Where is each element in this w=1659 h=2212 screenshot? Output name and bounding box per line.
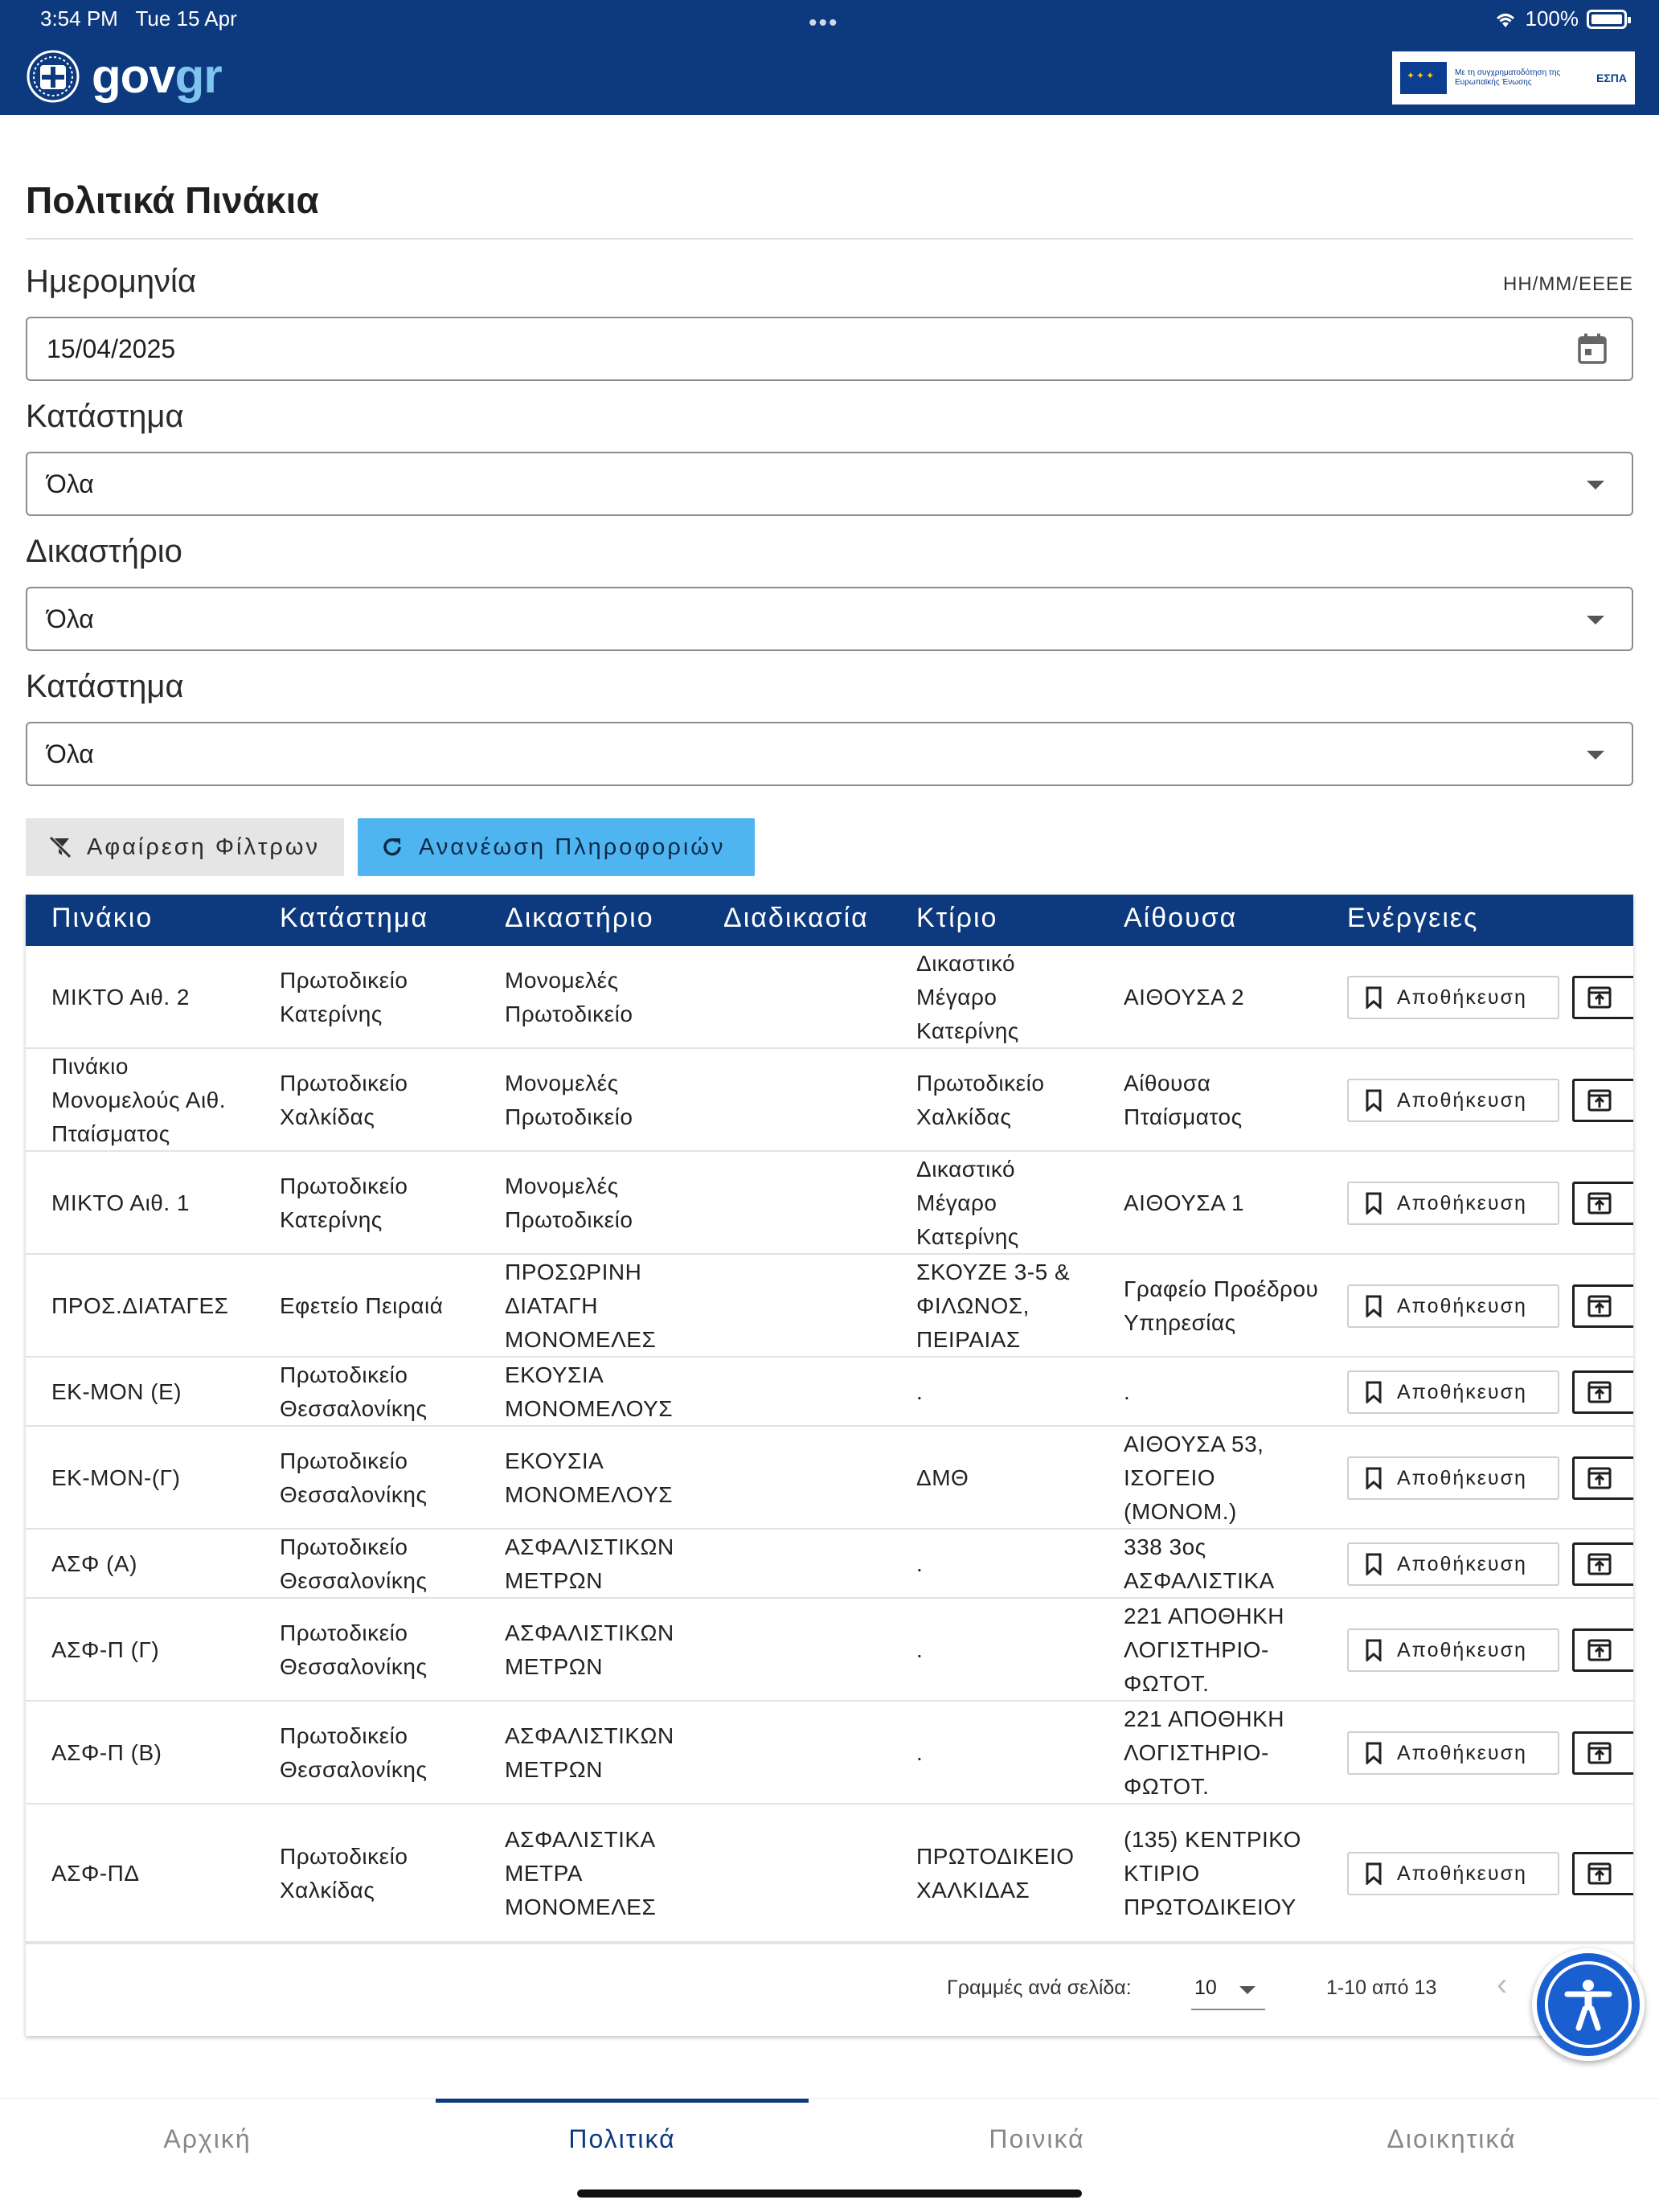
chevron-down-icon — [1587, 616, 1604, 625]
app-header — [0, 0, 1659, 115]
open-button[interactable] — [1572, 1628, 1633, 1672]
save-label: Αποθήκευση — [1397, 1741, 1527, 1764]
govgr-wordmark: govgr — [92, 49, 222, 103]
refresh-button[interactable] — [358, 818, 755, 876]
cell-ktirio: . — [916, 1379, 924, 1404]
status-select-value: Όλα — [47, 469, 94, 498]
cell-diadikasia — [723, 1599, 900, 1702]
battery-icon — [1587, 10, 1627, 29]
court-select-value: Όλα — [47, 604, 94, 633]
date-label: Ημερομηνία — [26, 264, 197, 299]
save-button[interactable] — [1347, 1731, 1559, 1775]
save-button[interactable] — [1347, 1628, 1559, 1672]
chevron-left-icon[interactable]: ‹ — [1497, 1967, 1508, 2002]
open-in-new-icon — [1587, 1742, 1612, 1764]
save-button[interactable] — [1347, 976, 1559, 1019]
open-in-new-icon — [1587, 1467, 1612, 1489]
cell-aithousa: . — [1124, 1379, 1131, 1404]
status-select-2[interactable] — [26, 722, 1633, 786]
bookmark-icon — [1365, 1639, 1382, 1661]
open-button[interactable] — [1572, 1370, 1633, 1414]
cell-aithousa: 221 ΑΠΟΘΗΚΗ ΛΟΓΙΣΤΗΡΙΟ-ΦΩΤΟΤ. — [1124, 1706, 1285, 1799]
save-label: Αποθήκευση — [1397, 1380, 1527, 1403]
cell-diadikasia — [723, 1530, 900, 1599]
cell-dikastirio: ΑΣΦΑΛΙΣΤΙΚΑ ΜΕΤΡΑ ΜΟΝΟΜΕΛΕΣ — [505, 1827, 657, 1919]
cell-ktirio: ΔΜΘ — [916, 1465, 969, 1490]
cell-diadikasia — [723, 1427, 900, 1530]
cell-dikastirio: ΕΚΟΥΣΙΑ ΜΟΝΟΜΕΛΟΥΣ — [505, 1448, 674, 1507]
status-select-2-value: Όλα — [47, 739, 94, 768]
bookmark-icon — [1365, 1089, 1382, 1112]
govgr-logo[interactable] — [26, 48, 222, 104]
bookmark-icon — [1365, 1742, 1382, 1764]
save-button[interactable] — [1347, 1370, 1559, 1414]
rows-per-page-value: 10 — [1194, 1976, 1217, 1999]
table-row — [26, 946, 1633, 1049]
cell-aithousa: ΑΙΘΟΥΣΑ 53, ΙΣΟΓΕΙΟ (ΜΟΝΟΜ.) — [1124, 1432, 1264, 1524]
nav-item-civil[interactable]: Πολιτικά — [568, 2124, 676, 2153]
open-in-new-icon — [1587, 1862, 1612, 1885]
cell-katastima: Πρωτοδικείο Χαλκίδας — [280, 1071, 408, 1129]
table-row — [26, 1530, 1633, 1599]
open-in-new-icon — [1587, 1553, 1612, 1575]
save-label: Αποθήκευση — [1397, 1552, 1527, 1575]
espa-cofunding-text: Με τη συγχρηματοδότηση της Ευρωπαϊκής Ένωσης — [1455, 68, 1561, 87]
cell-pinakio: ΠΡΟΣ.ΔΙΑΤΑΓΕΣ — [51, 1293, 229, 1318]
col-header-pinakio[interactable]: Πινάκιο — [51, 903, 154, 933]
cell-ktirio: Δικαστικό Μέγαρο Κατερίνης — [916, 951, 1019, 1043]
bookmark-icon — [1365, 1192, 1382, 1215]
bookmark-icon — [1365, 1862, 1382, 1885]
clear-filters-button[interactable] — [26, 818, 344, 876]
cell-pinakio: ΜΙΚΤΟ Αιθ. 2 — [51, 985, 190, 1010]
espa-logo: ΕΣΠΑ — [1596, 72, 1627, 84]
cell-katastima: Πρωτοδικείο Κατερίνης — [280, 968, 408, 1026]
cell-katastima: Πρωτοδικείο Κατερίνης — [280, 1174, 408, 1232]
cell-katastima: Πρωτοδικείο Θεσσαλονίκης — [280, 1620, 428, 1679]
cell-pinakio: ΑΣΦ-Π (Γ) — [51, 1637, 160, 1662]
save-label: Αποθήκευση — [1397, 1088, 1527, 1112]
cell-ktirio: ΣΚΟΥΖΕ 3-5 & ΦΙΛΩΝΟΣ, ΠΕΙΡΑΙΑΣ — [916, 1260, 1071, 1352]
rows-per-page-label: Γραμμές ανά σελίδα: — [947, 1976, 1132, 1999]
col-header-ktirio[interactable]: Κτίριο — [916, 903, 998, 933]
multitask-dots[interactable]: ••• — [809, 10, 839, 36]
calendar-icon[interactable] — [1577, 333, 1608, 365]
cell-katastima: Πρωτοδικείο Θεσσαλονίκης — [280, 1362, 428, 1421]
cell-aithousa: ΑΙΘΟΥΣΑ 1 — [1124, 1190, 1245, 1215]
espa-banner — [1392, 51, 1635, 104]
title-divider — [26, 238, 1633, 240]
cell-diadikasia — [723, 946, 900, 1049]
cell-diadikasia — [723, 1049, 900, 1152]
bookmark-icon — [1365, 1381, 1382, 1403]
cell-ktirio: . — [916, 1551, 924, 1576]
nav-item-criminal[interactable]: Ποινικά — [989, 2124, 1085, 2153]
date-input[interactable] — [26, 317, 1633, 381]
save-label: Αποθήκευση — [1397, 1294, 1527, 1317]
status-indicators — [1493, 6, 1628, 31]
cell-pinakio: ΕΚ-ΜΟΝ-(Γ) — [51, 1465, 181, 1490]
open-button[interactable] — [1572, 1182, 1633, 1225]
open-button[interactable] — [1572, 1456, 1633, 1500]
cell-aithousa: (135) ΚΕΝΤΡΙΚΟ ΚΤΙΡΙΟ ΠΡΩΤΟΔΙΚΕΙΟΥ — [1124, 1827, 1301, 1919]
chevron-down-icon — [1239, 1986, 1256, 1994]
table-row — [26, 1358, 1633, 1427]
cell-ktirio: . — [916, 1740, 924, 1765]
date-format-hint: ΗΗ/ΜΜ/ΕΕΕΕ — [1502, 273, 1633, 295]
open-in-new-icon — [1587, 1639, 1612, 1661]
save-button[interactable] — [1347, 1284, 1559, 1328]
cell-ktirio: . — [916, 1637, 924, 1662]
table-row — [26, 1427, 1633, 1530]
cell-ktirio: Δικαστικό Μέγαρο Κατερίνης — [916, 1157, 1019, 1249]
cell-katastima: Πρωτοδικείο Χαλκίδας — [280, 1844, 408, 1903]
cell-katastima: Πρωτοδικείο Θεσσαλονίκης — [280, 1534, 428, 1593]
open-in-new-icon — [1587, 986, 1612, 1009]
open-button[interactable] — [1572, 1731, 1633, 1775]
cell-dikastirio: Μονομελές Πρωτοδικείο — [505, 1071, 633, 1129]
status-label: Κατάστημα — [26, 399, 184, 434]
cell-dikastirio: ΑΣΦΑΛΙΣΤΙΚΩΝ ΜΕΤΡΩΝ — [505, 1723, 674, 1782]
cell-pinakio: ΑΣΦ (Α) — [51, 1551, 137, 1576]
bookmark-icon — [1365, 986, 1382, 1009]
cell-aithousa: Αίθουσα Πταίσματος — [1124, 1071, 1243, 1129]
chevron-down-icon — [1587, 481, 1604, 490]
col-header-diadikasia[interactable]: Διαδικασία — [723, 903, 869, 933]
bookmark-icon — [1365, 1467, 1382, 1489]
save-label: Αποθήκευση — [1397, 1638, 1527, 1661]
table-row — [26, 1049, 1633, 1152]
cell-diadikasia — [723, 1152, 900, 1255]
table-row — [26, 1702, 1633, 1804]
cell-diadikasia — [723, 1804, 900, 1943]
status-time: 3:54 PM Tue 15 Apr — [40, 6, 237, 31]
pagination — [26, 1943, 1633, 2036]
bookmark-icon — [1365, 1295, 1382, 1317]
bookmark-icon — [1365, 1553, 1382, 1575]
save-label: Αποθήκευση — [1397, 1466, 1527, 1489]
date-value: 15/04/2025 — [47, 334, 176, 363]
col-header-katastima[interactable]: Κατάστημα — [280, 903, 429, 933]
cell-pinakio: ΕΚ-ΜΟΝ (Ε) — [51, 1379, 182, 1404]
cell-pinakio: ΑΣΦ-Π (Β) — [51, 1740, 162, 1765]
clear-filters-label: Αφαίρεση Φίλτρων — [87, 834, 321, 860]
table-row — [26, 1255, 1633, 1358]
cell-dikastirio: Μονομελές Πρωτοδικείο — [505, 968, 633, 1026]
filter-off-icon — [48, 835, 72, 859]
accessibility-icon — [1564, 1978, 1612, 2031]
refresh-label: Ανανέωση Πληροφοριών — [419, 834, 726, 860]
cell-ktirio: ΠΡΩΤΟΔΙΚΕΙΟ ΧΑΛΚΙΔΑΣ — [916, 1844, 1075, 1903]
accessibility-button[interactable] — [1532, 1948, 1645, 2061]
open-in-new-icon — [1587, 1295, 1612, 1317]
cell-aithousa: Γραφείο Προέδρου Υπηρεσίας — [1124, 1276, 1319, 1335]
cell-aithousa: 338 3ος ΑΣΦΑΛΙΣΤΙΚΑ — [1124, 1534, 1275, 1593]
cell-diadikasia — [723, 1702, 900, 1804]
cell-aithousa: ΑΙΘΟΥΣΑ 2 — [1124, 985, 1245, 1010]
open-button[interactable] — [1572, 1542, 1633, 1586]
cell-katastima: Πρωτοδικείο Θεσσαλονίκης — [280, 1448, 428, 1507]
wifi-icon — [1493, 10, 1518, 29]
save-button[interactable] — [1347, 1456, 1559, 1500]
cell-diadikasia — [723, 1255, 900, 1358]
col-header-dikastirio[interactable]: Δικαστήριο — [505, 903, 654, 933]
status-label-2: Κατάστημα — [26, 669, 184, 704]
battery-percent: 100% — [1525, 6, 1579, 31]
open-in-new-icon — [1587, 1192, 1612, 1215]
cell-dikastirio: ΕΚΟΥΣΙΑ ΜΟΝΟΜΕΛΟΥΣ — [505, 1362, 674, 1421]
open-in-new-icon — [1587, 1381, 1612, 1403]
save-label: Αποθήκευση — [1397, 1862, 1527, 1885]
cell-katastima: Πρωτοδικείο Θεσσαλονίκης — [280, 1723, 428, 1782]
cell-aithousa: 221 ΑΠΟΘΗΚΗ ΛΟΓΙΣΤΗΡΙΟ-ΦΩΤΟΤ. — [1124, 1604, 1285, 1696]
cell-dikastirio: ΑΣΦΑΛΙΣΤΙΚΩΝ ΜΕΤΡΩΝ — [505, 1620, 674, 1679]
rows-per-page-select[interactable] — [1191, 1970, 1265, 2010]
page-title: Πολιτικά Πινάκια — [26, 179, 319, 221]
open-button[interactable] — [1572, 1852, 1633, 1895]
chevron-down-icon — [1587, 751, 1604, 760]
save-label: Αποθήκευση — [1397, 985, 1527, 1009]
table-row — [26, 1599, 1633, 1702]
cell-katastima: Εφετείο Πειραιά — [280, 1293, 444, 1318]
nav-item-administrative[interactable]: Διοικητικά — [1387, 2124, 1517, 2153]
cell-dikastirio: ΑΣΦΑΛΙΣΤΙΚΩΝ ΜΕΤΡΩΝ — [505, 1534, 674, 1593]
dockets-table — [26, 895, 1633, 2036]
cell-diadikasia — [723, 1358, 900, 1427]
cell-dikastirio: Μονομελές Πρωτοδικείο — [505, 1174, 633, 1232]
save-button[interactable] — [1347, 1542, 1559, 1586]
cell-pinakio: ΜΙΚΤΟ Αιθ. 1 — [51, 1190, 190, 1215]
refresh-icon — [380, 835, 404, 859]
save-button[interactable] — [1347, 1182, 1559, 1225]
pagination-range: 1-10 από 13 — [1326, 1976, 1437, 1999]
cell-ktirio: Πρωτοδικείο Χαλκίδας — [916, 1071, 1045, 1129]
open-button[interactable] — [1572, 976, 1633, 1019]
greek-emblem-icon — [26, 49, 80, 104]
cell-pinakio: Πινάκιο Μονομελούς Αιθ. Πταίσματος — [51, 1054, 227, 1146]
save-button[interactable] — [1347, 1079, 1559, 1122]
nav-item-home[interactable]: Αρχική — [163, 2124, 252, 2153]
col-header-energeies: Ενέργειες — [1347, 903, 1479, 933]
cell-pinakio: ΑΣΦ-ΠΔ — [51, 1861, 140, 1886]
table-row — [26, 1804, 1633, 1943]
table-row — [26, 1152, 1633, 1255]
open-button[interactable] — [1572, 1284, 1633, 1328]
save-button[interactable] — [1347, 1852, 1559, 1895]
save-label: Αποθήκευση — [1397, 1191, 1527, 1215]
table-header — [26, 895, 1633, 946]
status-select[interactable] — [26, 452, 1633, 516]
home-indicator[interactable] — [577, 2189, 1082, 2198]
col-header-aithousa[interactable]: Αίθουσα — [1124, 903, 1238, 933]
court-select[interactable] — [26, 587, 1633, 651]
open-in-new-icon — [1587, 1089, 1612, 1112]
eu-flag-icon — [1400, 62, 1447, 94]
cell-dikastirio: ΠΡΟΣΩΡΙΝΗ ΔΙΑΤΑΓΗ ΜΟΝΟΜΕΛΕΣ — [505, 1260, 657, 1352]
open-button[interactable] — [1572, 1079, 1633, 1122]
court-label: Δικαστήριο — [26, 534, 182, 569]
